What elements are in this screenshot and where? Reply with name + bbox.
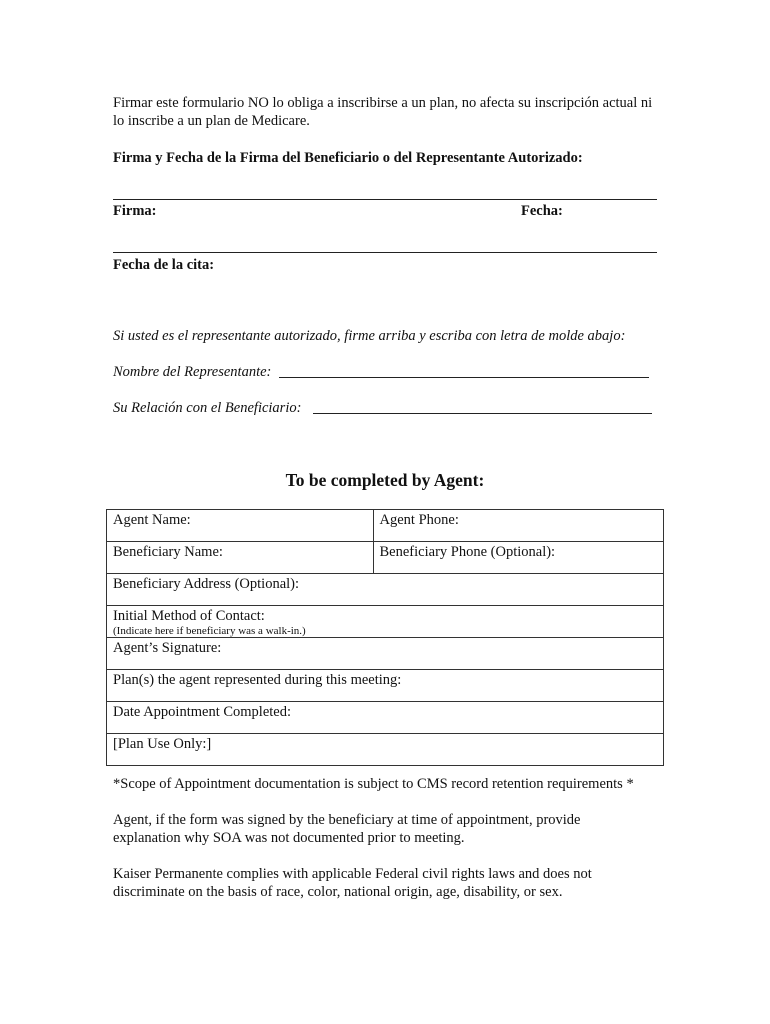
appointment-date-line[interactable] <box>113 252 657 253</box>
table-row <box>107 510 664 542</box>
plans-represented-field[interactable] <box>107 670 664 702</box>
kaiser-line-2: discriminate on the basis of race, color, national origin, age, disability, or sex. <box>113 884 563 900</box>
beneficiary-address-label: Beneficiary Address (Optional): <box>113 576 300 592</box>
beneficiary-name-field[interactable] <box>107 542 374 574</box>
relation-label: Su Relación con el Beneficiario: <box>113 400 302 416</box>
relation-line[interactable] <box>313 413 652 414</box>
fecha-cita-label: Fecha de la cita: <box>113 257 215 273</box>
agent-phone-label: Agent Phone: <box>379 512 459 528</box>
agent-phone-field[interactable] <box>373 510 663 542</box>
beneficiary-phone-field[interactable] <box>373 542 663 574</box>
beneficiary-phone-label: Beneficiary Phone (Optional): <box>379 544 556 560</box>
table-row <box>107 702 664 734</box>
agent-name-label: Agent Name: <box>113 512 191 528</box>
beneficiary-address-field[interactable] <box>107 574 664 606</box>
agent-signature-field[interactable] <box>107 638 664 670</box>
table-row <box>107 734 664 766</box>
date-completed-field[interactable] <box>107 702 664 734</box>
representative-instructions: Si usted es el representante autorizado, firme arriba y escriba con letra de molde abajo: <box>113 328 626 344</box>
table-row <box>107 574 664 606</box>
representative-name-label: Nombre del Representante: <box>113 364 272 380</box>
table-row <box>107 606 664 638</box>
scope-note: *Scope of Appointment documentation is subject to CMS record retention requirements * <box>113 776 634 792</box>
plan-use-only-label: [Plan Use Only:] <box>113 736 212 752</box>
beneficiary-name-label: Beneficiary Name: <box>113 544 223 560</box>
table-row <box>107 670 664 702</box>
intro-line-2: lo inscribe a un plan de Medicare. <box>113 113 310 129</box>
plan-use-only-field[interactable] <box>107 734 664 766</box>
intro-line-1: Firmar este formulario NO lo obliga a inscribirse a un plan, no afecta su inscripción actual ni <box>113 95 653 111</box>
agent-section-heading: To be completed by Agent: <box>285 470 485 490</box>
kaiser-line-1: Kaiser Permanente complies with applicable Federal civil rights laws and does not <box>113 866 592 882</box>
agent-note-line-2: explanation why SOA was not documented prior to meeting. <box>113 830 465 846</box>
table-row <box>107 542 664 574</box>
agent-table <box>106 509 664 766</box>
agent-name-field[interactable] <box>107 510 374 542</box>
fecha-label: Fecha: <box>521 203 563 219</box>
date-completed-label: Date Appointment Completed: <box>113 704 292 720</box>
firma-label: Firma: <box>113 203 157 219</box>
initial-contact-note: (Indicate here if beneficiary was a walk-in.) <box>113 625 306 637</box>
initial-contact-field[interactable] <box>107 606 664 638</box>
agent-note-line-1: Agent, if the form was signed by the beneficiary at time of appointment, provide <box>113 812 581 828</box>
agent-signature-label: Agent’s Signature: <box>113 640 222 656</box>
signature-line[interactable] <box>113 199 657 200</box>
table-row <box>107 638 664 670</box>
plans-represented-label: Plan(s) the agent represented during this meeting: <box>113 672 402 688</box>
initial-contact-label: Initial Method of Contact: <box>113 608 265 624</box>
representative-name-line[interactable] <box>279 377 649 378</box>
signature-heading: Firma y Fecha de la Firma del Beneficiario o del Representante Autorizado: <box>113 150 583 166</box>
